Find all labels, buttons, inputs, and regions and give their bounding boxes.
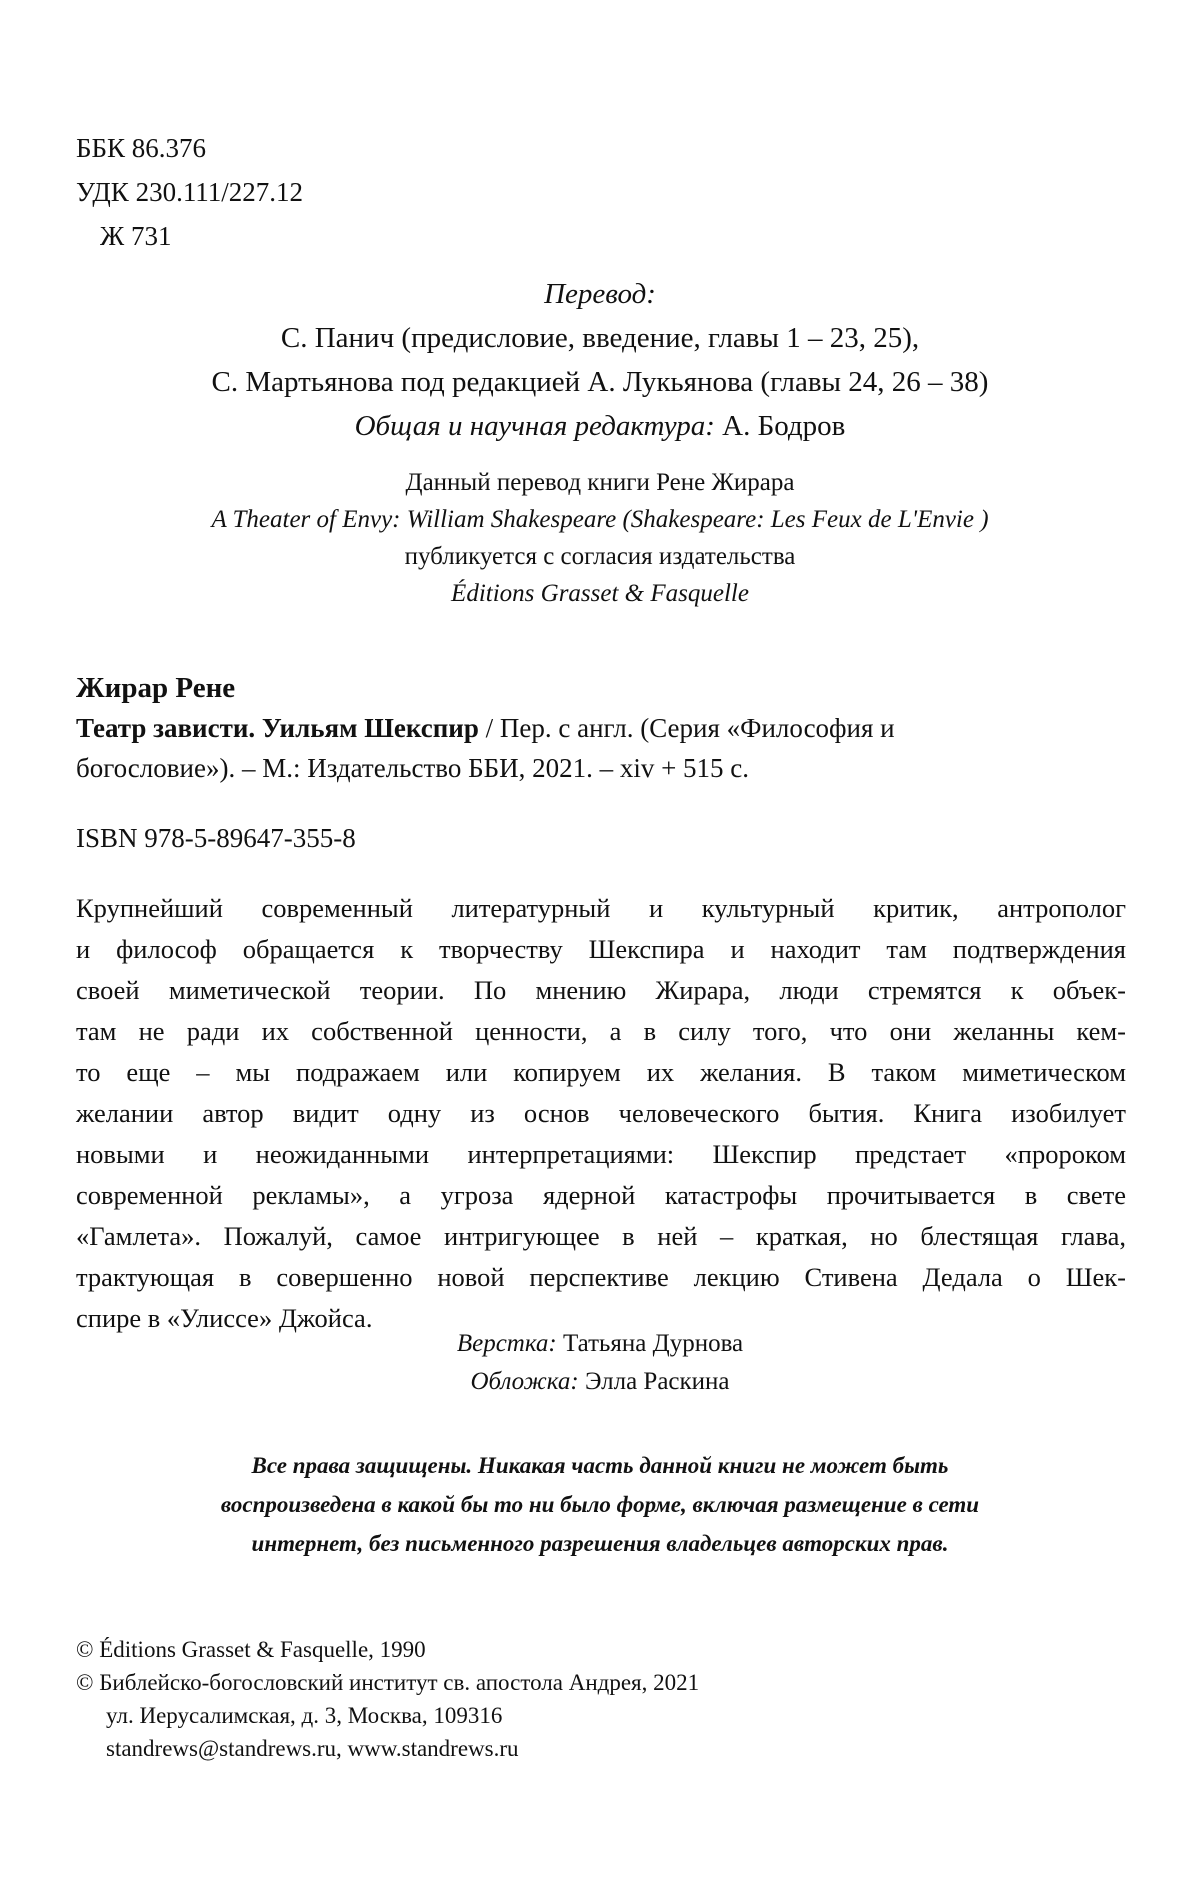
abstract-line: и философ обращается к творчеству Шекспира и находит там подтверждения: [76, 934, 1126, 964]
copyright-translation: © Библейско-богословский институт св. апостола Андрея, 2021: [76, 1670, 700, 1695]
abstract-line: трактующая в совершенно новой перспективе лекцию Стивена Дедала о Шек-: [76, 1262, 1126, 1292]
abstract-line: современной рекламы», а угроза ядерной катастрофы прочитывается в свете: [76, 1180, 1126, 1210]
abstract-line: новыми и неожиданными интерпретациями: Шекспир предстает «пророком: [76, 1139, 1126, 1169]
original-publisher: Éditions Grasset & Fasquelle: [451, 580, 749, 607]
copyright-original: © Éditions Grasset & Fasquelle, 1990: [76, 1637, 426, 1662]
abstract-line: то еще – мы подражаем или копируем их желания. В таком миметическом: [76, 1057, 1126, 1087]
abstract: [76, 888, 1126, 1339]
bib-title-line: [76, 708, 1126, 748]
isbn: ISBN 978-5-89647-355-8: [76, 823, 356, 853]
abstract-line: там не ради их собственной ценности, а в силу того, что они желанны кем-: [76, 1016, 1126, 1046]
classification-block: [76, 126, 303, 258]
book-author: Жирар Рене: [76, 672, 236, 704]
bbk-code: ББК 86.376: [76, 133, 207, 163]
abstract-line: Крупнейший современный литературный и культурный критик, антрополог: [76, 893, 1126, 923]
editor-name: А. Бодров: [722, 410, 846, 442]
permission-line-1: Данный перевод книги Рене Жирара: [405, 469, 795, 496]
abstract-line: своей миметической теории. По мнению Жирара, люди стремятся к объек-: [76, 975, 1126, 1005]
abstract-line: «Гамлета». Пожалуй, самое интригующее в ней – краткая, но блестящая глава,: [76, 1221, 1126, 1251]
copyright-block: [76, 1633, 699, 1765]
book-title: Театр зависти. Уильям Шекспир: [76, 713, 479, 743]
bib-description-2: богословие»). – М.: Издательство ББИ, 2021. – xiv + 515 с.: [76, 753, 750, 783]
original-title: A Theater of Envy: William Shakespeare (Shakespeare: Les Feux de L'Envie ): [211, 506, 989, 533]
udk-code: УДК 230.111/227.12: [76, 177, 304, 207]
editor-label: Общая и научная редактура:: [354, 410, 715, 442]
cover-name: Элла Раскина: [584, 1368, 730, 1395]
translator-line-1: С. Панич (предисловие, введение, главы 1 – 23, 25),: [280, 322, 920, 354]
production-credits: [100, 1325, 1100, 1401]
author-mark: Ж 731: [100, 221, 172, 251]
abstract-line: желании автор видит одну из основ человеческого бытия. Книга изобилует: [76, 1098, 1126, 1128]
permission-notice: [100, 464, 1100, 612]
publisher-contacts: standrews@standrews.ru, www.standrews.ru: [106, 1736, 519, 1761]
cover-label: Обложка:: [470, 1368, 579, 1395]
layout-credit: [100, 1325, 1100, 1363]
editor-line: [100, 404, 1100, 448]
translator-line-2: С. Мартьянова под редакцией А. Лукьянова (главы 24, 26 – 38): [211, 366, 989, 398]
rights-notice: [100, 1446, 1100, 1563]
layout-label: Верстка:: [456, 1330, 557, 1357]
publisher-address: ул. Иерусалимская, д. 3, Москва, 109316: [106, 1703, 503, 1728]
translation-heading: Перевод:: [544, 278, 656, 310]
translation-credits: [100, 272, 1100, 448]
permission-line-3: публикуется с согласия издательства: [404, 543, 796, 570]
rights-line-2: воспроизведена в какой бы то ни было форме, включая размещение в сети: [220, 1492, 980, 1517]
rights-line-3: интернет, без письменного разрешения владельцев авторских прав.: [251, 1531, 949, 1556]
bib-description-1: / Пер. с англ. (Серия «Философия и: [478, 713, 895, 743]
cover-credit: [100, 1363, 1100, 1401]
bibliographic-record: [76, 668, 1126, 788]
layout-name: Татьяна Дурнова: [563, 1330, 744, 1357]
abstract-line: спире в «Улиссе» Джойса.: [76, 1303, 373, 1333]
rights-line-1: Все права защищены. Никакая часть данной книги не может быть: [251, 1453, 949, 1478]
